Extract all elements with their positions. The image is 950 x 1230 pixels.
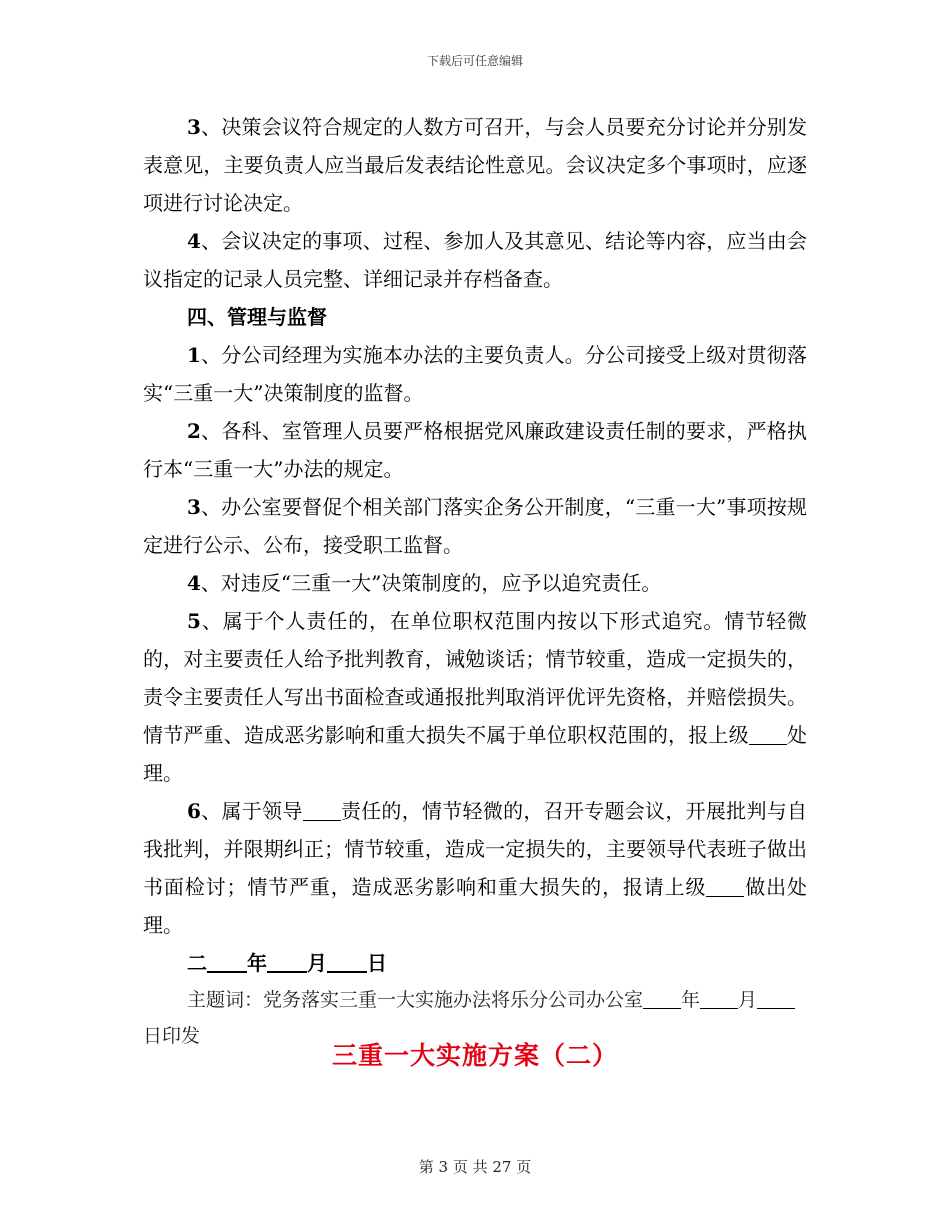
- page-footer: 第 3 页 共 27 页: [418, 1158, 532, 1176]
- paragraph-4: [143, 222, 807, 298]
- date-year: 年: [247, 951, 267, 975]
- item-number: 3: [187, 495, 201, 519]
- subject-text: 主题词：党务落实三重一大实施办法将乐分公司办公室: [187, 989, 644, 1011]
- paragraph-text: 责任的，情节轻微的，召开专题会议，开展批判与自我批判，并限期纠正；情节较重，造成一定损失的，主要领导代表班子做出书面检讨；情节严重，造成恶劣影响和重大损失的，报请上级: [143, 799, 808, 899]
- item-number: 5: [187, 609, 201, 633]
- paragraph-4b: [143, 564, 807, 602]
- date-prefix: 二: [187, 951, 207, 975]
- fill-blank: [267, 951, 307, 973]
- paragraph-5: [143, 602, 807, 792]
- subject-day: 日印发: [143, 1025, 201, 1047]
- item-number: 1: [187, 343, 201, 367]
- paragraph-6: [143, 792, 807, 944]
- paragraph-text: 、分公司经理为实施本办法的主要负责人。分公司接受上级对贯彻落实“三重一大”决策制度的监督。: [143, 343, 807, 405]
- paragraph-text: 、对违反“三重一大”决策制度的，应予以追究责任。: [200, 571, 662, 595]
- subject-month: 月: [738, 989, 758, 1011]
- paragraph-1: [143, 336, 807, 412]
- subject-year: 年: [681, 989, 701, 1011]
- date-day: 日: [367, 951, 387, 975]
- fill-blank: [643, 988, 681, 1009]
- fill-blank: [749, 724, 787, 745]
- item-number: 4: [187, 571, 201, 595]
- fill-blank: [207, 951, 247, 973]
- paragraph-text: 、决策会议符合规定的人数方可召开，与会人员要充分讨论并分别发表意见，主要负责人应当最后发表结论性意见。会议决定多个事项时，应逐项进行讨论决定。: [143, 115, 807, 215]
- paragraph-2: [143, 412, 807, 488]
- item-number: 6: [187, 799, 201, 823]
- fill-blank: [303, 800, 341, 821]
- date-month: 月: [307, 951, 327, 975]
- fill-blank: [706, 876, 744, 897]
- document-body: [143, 108, 807, 1054]
- paragraph-text: 、各科、室管理人员要严格根据党风廉政建设责任制的要求，严格执行本“三重一大”办法的规定。: [143, 419, 807, 481]
- fill-blank: [757, 988, 795, 1009]
- date-line: [143, 944, 807, 982]
- fill-blank: [700, 988, 738, 1009]
- paragraph-3b: [143, 488, 807, 564]
- paragraph-text: 、办公室要督促个相关部门落实企务公开制度，“三重一大”事项按规定进行公示、公布，接受职工监督。: [143, 495, 807, 557]
- paragraph-3: [143, 108, 807, 222]
- paragraph-text: 、属于领导: [200, 799, 303, 823]
- item-number: 3: [187, 115, 201, 139]
- item-number: 4: [187, 229, 201, 253]
- paragraph-text: 、属于个人责任的，在单位职权范围内按以下形式追究。情节轻微的，对主要责任人给予批判教育，诫勉谈话；情节较重，造成一定损失的，责令主要责任人写出书面检查或通报批判取消评优评先资格，并赔偿损失。情节严重、造成恶劣影响和重大损失不属于单位职权范围的，报上级: [143, 609, 807, 747]
- fill-blank: [327, 951, 367, 973]
- paragraph-text: 做出处理。: [143, 875, 808, 937]
- item-number: 2: [187, 419, 201, 443]
- section-heading: 四、管理与监督: [187, 305, 327, 329]
- paragraph-text: 处理。: [143, 723, 808, 785]
- paragraph-text: 、会议决定的事项、过程、参加人及其意见、结论等内容，应当由会议指定的记录人员完整、详细记录并存档备查。: [143, 229, 807, 291]
- page-header: 下载后可任意编辑: [426, 54, 523, 68]
- next-section-title: 三重一大实施方案（二）: [331, 1041, 618, 1070]
